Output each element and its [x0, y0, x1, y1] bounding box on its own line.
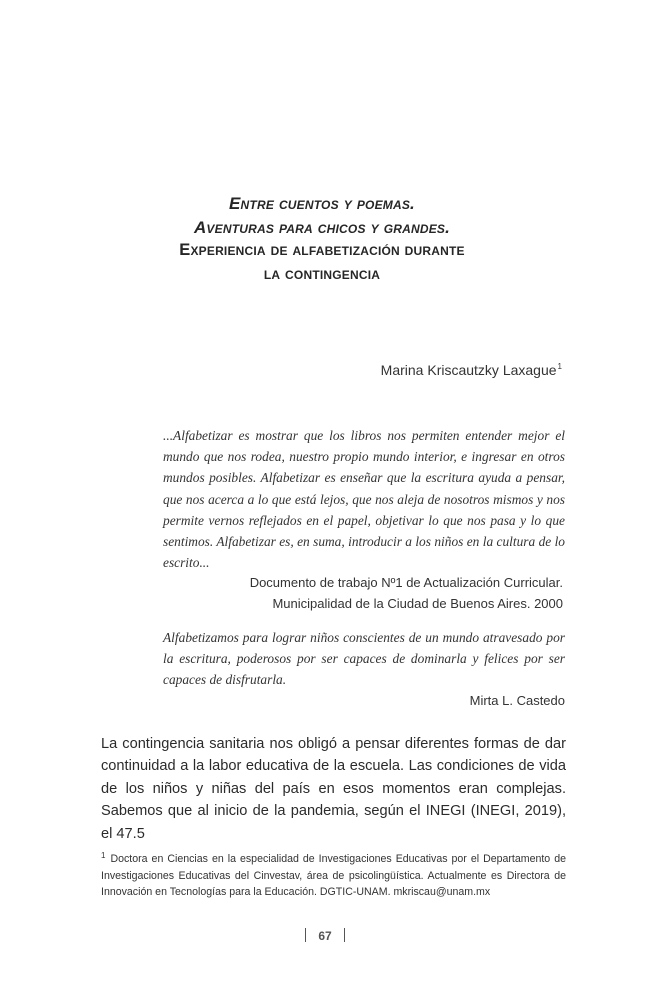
epigraph-1-source-line-1: Documento de trabajo Nº1 de Actualización Curricular. [249, 575, 563, 591]
title-line-3: Experiencia de alfabetización durante [179, 241, 465, 259]
epigraph-1 [163, 425, 565, 614]
body-paragraph: La contingencia sanitaria nos obligó a pensar diferentes formas de dar continuidad a la labor educativa de la escuela. Las condiciones de vida de los niños y niñas del país en esos momentos eran complejas. Sabemos que al inicio de la pandemia, según el INEGI (INEGI, 2019), el 47.5 [101, 736, 566, 842]
epigraph-1-text: ...Alfabetizar es mostrar que los libros nos permiten entender mejor el mundo que nos rodea, nuestro propio mundo interior, e ingresar en otros mundos posibles. Alfabetizar es enseñar que la escritura ayuda a pensar, que nos acerca a lo que está lejos, que nos aleja de nosotros mismos y nos permite vernos reflejados en el papel, objetivar lo que nos pasa y lo que sentimos. Alfabetizar es, en suma, introducir a los niños en la cultura de lo escrito... [163, 428, 565, 571]
author-footnote-marker[interactable]: 1 [557, 362, 562, 371]
title-line-4: la contingencia [263, 264, 381, 283]
epigraph-2 [163, 627, 565, 711]
page-number-footer [0, 928, 650, 943]
title-line-1: Entre cuentos y poemas. [229, 194, 415, 213]
author-byline [381, 362, 562, 378]
footnote-text: Doctora en Ciencias en la especialidad de Investigaciones Educativas por el Departamento de Investigaciones Educativas del Cinvestav, área de psicolingüística. Actualmente es Directora de Innovación en Tecnologías para la Educación. DGTIC-UNAM. mkriscau@unam.mx [101, 853, 566, 899]
epigraph-2-source: Mirta L. Castedo [469, 692, 565, 708]
footnote [101, 848, 566, 901]
footnote-marker: 1 [101, 851, 106, 860]
epigraph-1-source-line-2: Municipalidad de la Ciudad de Buenos Aires. 2000 [272, 595, 563, 611]
title-line-2: Aventuras para chicos y grandes. [193, 217, 451, 237]
chapter-title [0, 192, 650, 286]
page-number-right-bar [344, 928, 345, 942]
page-number: 67 [318, 929, 332, 943]
epigraph-2-text: Alfabetizamos para lograr niños conscientes de un mundo atravesado por la escritura, poderosos por ser capaces de dominarla y felices por ser capaces de disfrutarla. [163, 630, 565, 688]
page-number-left-bar [305, 928, 306, 942]
author-name: Marina Kriscautzky Laxague [380, 362, 557, 378]
